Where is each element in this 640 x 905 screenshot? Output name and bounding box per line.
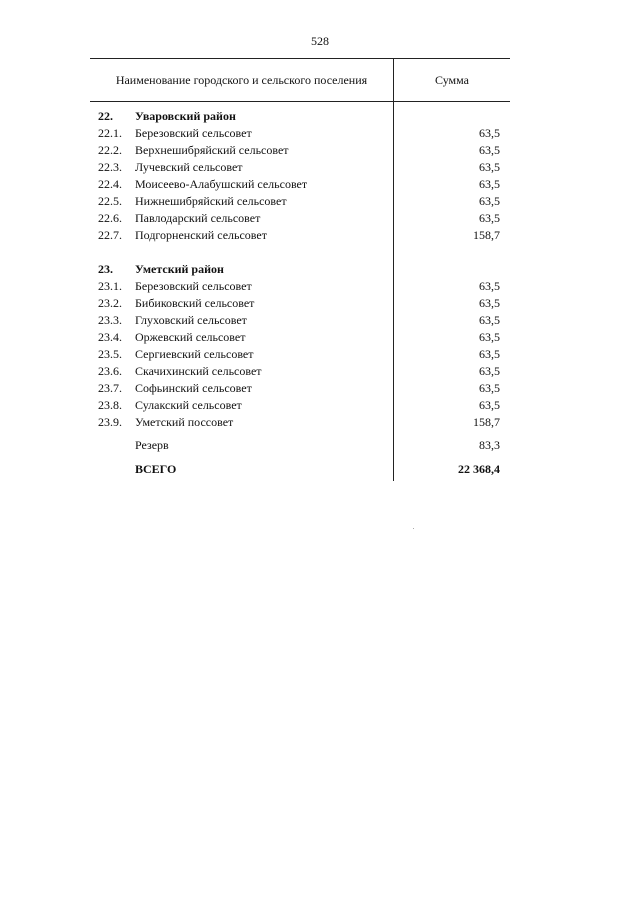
row-label: Моисеево-Алабушский сельсовет [135,177,308,191]
row-number: 23.4. [98,330,122,344]
page-number: 528 [311,34,329,48]
row-label: Софьинский сельсовет [135,381,252,395]
settlement-row [90,329,510,346]
row-number: 23.2. [98,296,122,310]
row-label: Уваровский район [135,109,236,123]
row-value: 63,5 [479,143,500,157]
row-value: 63,5 [479,279,500,293]
row-value: 63,5 [479,347,500,361]
total-row [90,457,510,481]
row-number: 23.6. [98,364,122,378]
row-number: 23.1. [98,279,122,293]
row-value: 158,7 [473,228,500,242]
settlement-row [90,125,510,142]
table-header [90,58,510,102]
row-label: Глуховский сельсовет [135,313,247,327]
row-label: Бибиковский сельсовет [135,296,255,310]
row-number: 22.3. [98,160,122,174]
settlement-row [90,278,510,295]
row-number: 22.2. [98,143,122,157]
row-value: 63,5 [479,398,500,412]
row-number: 23.9. [98,415,122,429]
row-label: Подгорненский сельсовет [135,228,267,242]
row-number: 23.8. [98,398,122,412]
header-name-column: Наименование городского и сельского поселения [115,72,368,87]
row-label: Павлодарский сельсовет [135,211,261,225]
row-value: 63,5 [479,160,500,174]
row-label: Верхнешибряйский сельсовет [135,143,289,157]
row-number: 23.5. [98,347,122,361]
district-heading-row [90,108,510,125]
settlement-row [90,142,510,159]
settlement-row [90,397,510,414]
row-value: 63,5 [479,364,500,378]
row-number: 22.4. [98,177,122,191]
row-label: Сулакский сельсовет [135,398,242,412]
row-value: 63,5 [479,177,500,191]
row-value: 22 368,4 [458,462,500,476]
settlement-row [90,159,510,176]
row-value: 63,5 [479,126,500,140]
row-label: Березовский сельсовет [135,126,252,140]
settlement-row [90,210,510,227]
row-number: 22.7. [98,228,122,242]
settlement-row [90,414,510,431]
settlement-row [90,227,510,244]
header-sum-column: Сумма [393,59,510,101]
row-label: Оржевский сельсовет [135,330,246,344]
settlement-row [90,176,510,193]
row-number: 23.3. [98,313,122,327]
scan-speck [413,528,414,529]
row-label: Березовский сельсовет [135,279,252,293]
allocation-table [90,58,510,481]
row-label: Резерв [135,438,169,452]
row-value: 63,5 [479,194,500,208]
settlement-row [90,312,510,329]
row-number: 23.7. [98,381,122,395]
settlement-row [90,346,510,363]
row-label: Нижнешибряйский сельсовет [135,194,287,208]
row-value: 158,7 [473,415,500,429]
row-label: Скачихинский сельсовет [135,364,262,378]
reserve-row [90,433,510,457]
row-number: 22.6. [98,211,122,225]
row-value: 63,5 [479,330,500,344]
settlement-row [90,193,510,210]
district-heading-row [90,261,510,278]
row-label: Уметский поссовет [135,415,234,429]
row-label: Лучевский сельсовет [135,160,243,174]
row-label: Сергиевский сельсовет [135,347,254,361]
row-number: 22.5. [98,194,122,208]
table-body [90,102,510,481]
row-spacer [90,244,510,261]
row-value: 63,5 [479,313,500,327]
settlement-row [90,380,510,397]
row-value: 63,5 [479,211,500,225]
row-value: 63,5 [479,381,500,395]
settlement-row [90,363,510,380]
row-number: 22. [98,109,113,123]
row-value: 63,5 [479,296,500,310]
row-value: 83,3 [479,438,500,452]
settlement-row [90,295,510,312]
row-label: ВСЕГО [135,462,177,476]
row-label: Уметский район [135,262,224,276]
row-number: 23. [98,262,113,276]
row-number: 22.1. [98,126,122,140]
